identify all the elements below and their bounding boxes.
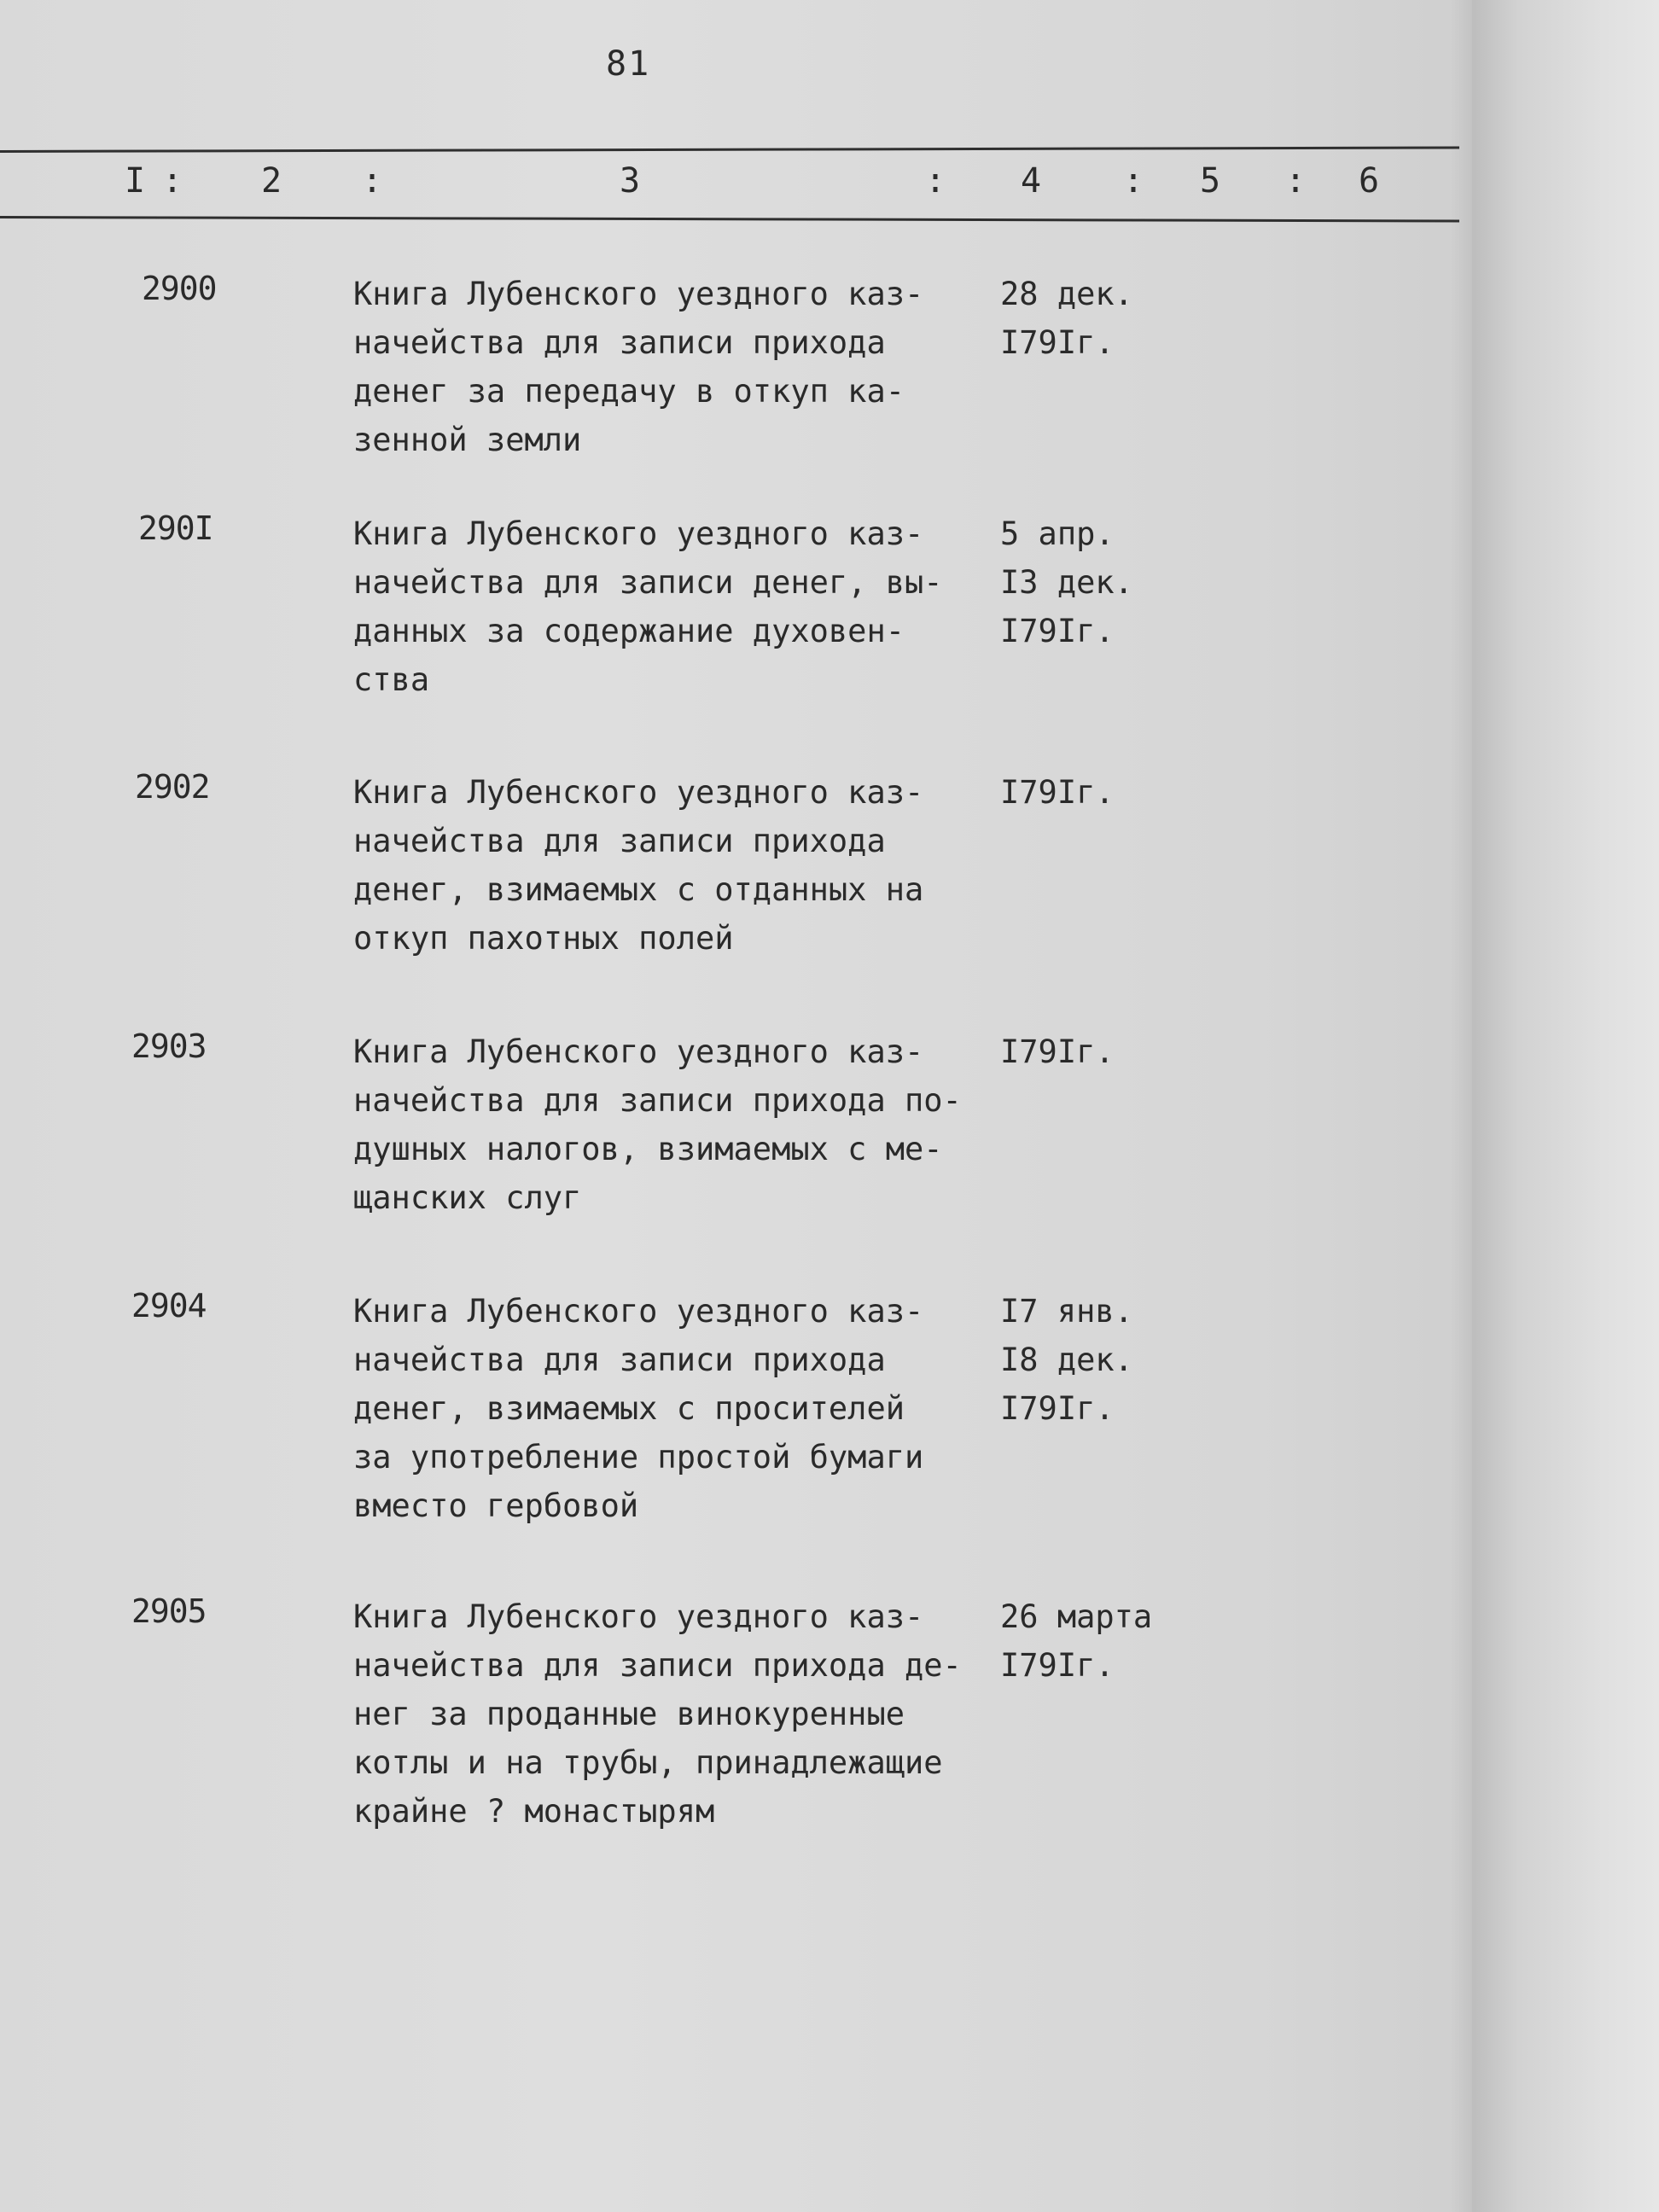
entry-date: I79Iг. <box>1000 774 1115 811</box>
entry-number: 2905 <box>131 1592 207 1630</box>
entry-date: 28 дек. I79Iг. <box>1000 276 1133 361</box>
entry-description: Книга Лубенского уездного каз- начейства для записи прихода де- нег за проданные винокуренные котлы и на трубы, принадлежащие крайне ? монастырям <box>353 1598 962 1830</box>
entry-description: Книга Лубенского уездного каз- начейства для записи денег, вы- данных за содержание духовен- ства <box>353 515 943 698</box>
header-top-rule <box>0 147 1459 153</box>
column-header-3: 3 <box>620 161 641 201</box>
underlying-page-margin <box>1472 0 1659 2212</box>
page-number: 81 <box>606 44 651 84</box>
entry-number: 2902 <box>135 768 210 806</box>
entry-number: 2903 <box>131 1027 207 1065</box>
entry-number: 2900 <box>142 270 217 307</box>
entry-number: 2904 <box>131 1287 207 1324</box>
entry-number: 290I <box>138 509 213 547</box>
column-header-5: 5 <box>1200 161 1221 201</box>
column-header-separator-3: : <box>925 161 946 201</box>
entry-date: I7 янв. I8 дек. I79Iг. <box>1000 1293 1133 1427</box>
column-header-2: 2 <box>261 161 282 201</box>
column-header-separator-1: : <box>162 161 183 201</box>
entry-date: 26 марта I79Iг. <box>1000 1598 1153 1684</box>
page-edge-shadow <box>1451 0 1472 2212</box>
entry-description: Книга Лубенского уездного каз- начейства для записи прихода по- душных налогов, взимаемых с ме- щанских слуг <box>353 1033 962 1216</box>
entry-description: Книга Лубенского уездного каз- начейства для записи прихода денег, взимаемых с просителей за употребление простой бумаги вместо гербовой <box>353 1293 924 1524</box>
column-header-4: 4 <box>1021 161 1042 201</box>
column-header-separator-2: : <box>362 161 383 201</box>
entry-description: Книга Лубенского уездного каз- начейства для записи прихода денег, взимаемых с отданных на откуп пахотных полей <box>353 774 924 957</box>
column-header-6: 6 <box>1359 161 1380 201</box>
entry-date: I79Iг. <box>1000 1033 1115 1070</box>
column-header-1: I <box>125 161 146 201</box>
entry-description: Книга Лубенского уездного каз- начейства для записи прихода денег за передачу в откуп ка- зенной земли <box>353 276 924 458</box>
column-header-separator-4: : <box>1123 161 1144 201</box>
entry-date: 5 апр. I3 дек. I79Iг. <box>1000 515 1133 649</box>
column-header-separator-5: : <box>1285 161 1307 201</box>
header-bottom-rule <box>0 216 1459 222</box>
